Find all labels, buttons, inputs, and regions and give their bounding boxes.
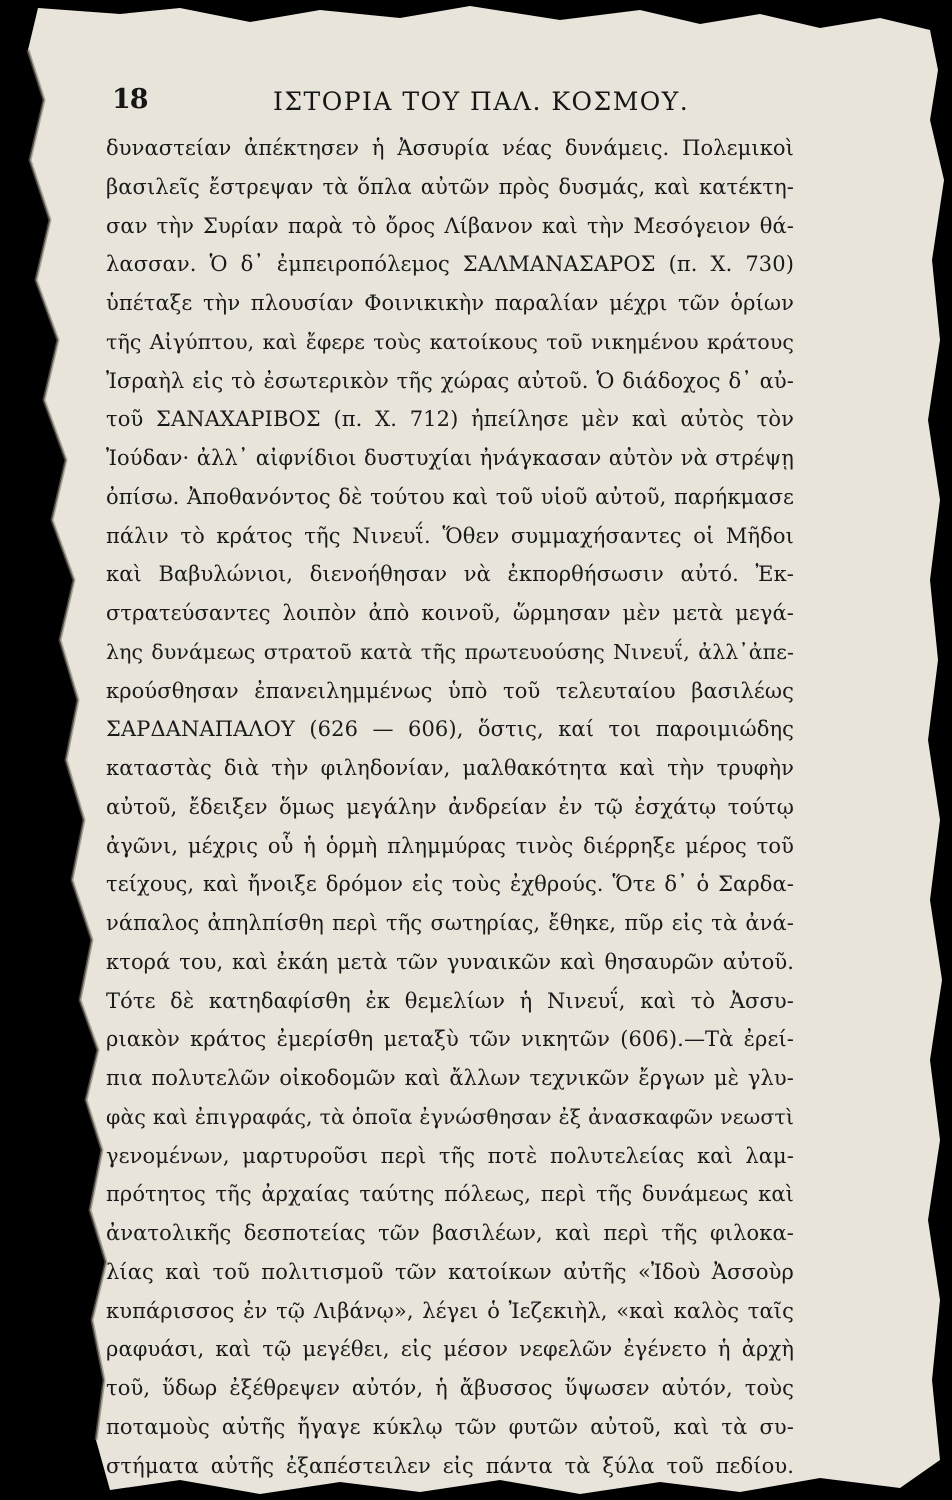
text-line: αὐτοῦ, ἔδειξεν ὅμως μεγάλην ἀνδρείαν ἐν τῷ ἐσχάτῳ τούτῳ bbox=[106, 794, 794, 819]
text-line: πια πολυτελῶν οἰκοδομῶν καὶ ἄλλων τεχνικῶν ἔργων μὲ γλυ- bbox=[106, 1066, 794, 1090]
text-line: ἀγῶνι, μέχρις οὗ ἡ ὁρμὴ πλημμύρας τινὸς διέρρηξε μέρος τοῦ bbox=[106, 833, 794, 858]
text-line: πρότητος τῆς ἀρχαίας ταύτης πόλεως, περὶ τῆς δυνάμεως καὶ bbox=[106, 1182, 794, 1207]
text-line: τοῦ, ὕδωρ ἐξέθρεψεν αὐτόν, ἡ ἄβυσσος ὕψωσεν αὐτόν, τοὺς bbox=[106, 1376, 794, 1400]
text-line: στρατεύσαντες λοιπὸν ἀπὸ κοινοῦ, ὥρμησαν μὲν μετὰ μεγά- bbox=[106, 601, 794, 625]
text-line: ΣΑΡΔΑΝΑΠΑΛΟΥ (626 — 606), ὅστις, καί τοι παροιμιώδης bbox=[106, 717, 794, 742]
text-line: Ἰούδαν· ἀλλ᾽ αἰφνίδιοι δυστυχίαι ἠνάγκασαν αὐτὸν νὰ στρέψῃ bbox=[106, 446, 794, 470]
text-line: Ἰσραὴλ εἰς τὸ ἐσωτερικὸν τῆς χώρας αὐτοῦ. Ὁ διάδοχος δ᾽ αὐ- bbox=[106, 368, 794, 393]
text-line: τοῦ ΣΑΝΑΧΑΡΙΒΟΣ (π. Χ. 712) ἠπείλησε μὲν καὶ αὐτὸς τὸν bbox=[106, 407, 794, 432]
text-line: καὶ Βαβυλώνιοι, διενοήθησαν νὰ ἐκπορθήσωσιν αὐτό. Ἐκ- bbox=[106, 562, 794, 587]
text-line: κρούσθησαν ἐπανειλημμένως ὑπὸ τοῦ τελευταίου βασιλέως bbox=[106, 678, 794, 703]
text-line: τείχους, καὶ ἤνοιξε δρόμον εἰς τοὺς ἐχθρούς. Ὅτε δ᾽ ὁ Σαρδα- bbox=[106, 872, 794, 897]
page-number: 18 bbox=[112, 84, 148, 115]
text-line: δυναστείαν ἀπέκτησεν ἡ Ἀσσυρία νέας δυνάμεις. Πολεμικοὶ bbox=[106, 136, 794, 160]
text-line: φὰς καὶ ἐπιγραφάς, τὰ ὁποῖα ἐγνώσθησαν ἐξ ἀνασκαφῶν νεωστὶ bbox=[106, 1104, 794, 1129]
text-line: ριακὸν κράτος ἐμερίσθη μεταξὺ τῶν νικητῶν (606).—Τὰ ἐρεί- bbox=[106, 1027, 794, 1052]
text-line: ἀνατολικῆς δεσποτείας τῶν βασιλέων, καὶ περὶ τῆς φιλοκα- bbox=[106, 1221, 794, 1245]
text-line: ραφυάσι, καὶ τῷ μεγέθει, εἰς μέσον νεφελῶν ἐγένετο ἡ ἀρχὴ bbox=[106, 1337, 794, 1362]
text-line: τῆς Αἰγύπτου, καὶ ἔφερε τοὺς κατοίκους τοῦ νικημένου κράτους bbox=[106, 329, 794, 354]
text-line: καταστὰς διὰ τὴν φιληδονίαν, μαλθακότητα καὶ τὴν τρυφὴν bbox=[106, 756, 794, 780]
text-line: Τότε δὲ κατηδαφίσθη ἐκ θεμελίων ἡ Νινευΐ, καὶ τὸ Ἀσσυ- bbox=[106, 988, 794, 1013]
text-line: λασσαν. Ὁ δ᾽ ἐμπειροπόλεμος ΣΑΛΜΑΝΑΣΑΡΟΣ (π. Χ. 730) bbox=[106, 252, 794, 277]
text-line: βασιλεῖς ἔστρεψαν τὰ ὅπλα αὐτῶν πρὸς δυσμάς, καὶ κατέκτη- bbox=[106, 174, 794, 199]
text-line: στήματα αὐτῆς ἐξαπέστειλεν εἰς πάντα τὰ ξύλα τοῦ πεδίου. bbox=[106, 1453, 794, 1478]
text-line: ὀπίσω. Ἀποθανόντος δὲ τούτου καὶ τοῦ υἱοῦ αὐτοῦ, παρήκμασε bbox=[106, 484, 794, 509]
text-line: σαν τὴν Συρίαν παρὰ τὸ ὄρος Λίβανον καὶ τὴν Μεσόγειον θά- bbox=[106, 213, 794, 238]
text-line: λης δυνάμεως στρατοῦ κατὰ τῆς πρωτευούσης Νινευΐ, ἀλλ᾽ἀπε- bbox=[106, 639, 794, 664]
text-line: γενομένων, μαρτυροῦσι περὶ τῆς ποτὲ πολυτελείας καὶ λαμ- bbox=[106, 1143, 794, 1168]
text-line: ὑπέταξε τὴν πλουσίαν Φοινικικὴν παραλίαν μέχρι τῶν ὁρίων bbox=[106, 291, 794, 315]
text-line: κτορά του, καὶ ἐκάη μετὰ τῶν γυναικῶν καὶ θησαυρῶν αὐτοῦ. bbox=[106, 949, 794, 974]
text-line: πάλιν τὸ κράτος τῆς Νινευΐ. Ὅθεν συμμαχήσαντες οἱ Μῆδοι bbox=[106, 523, 794, 548]
text-line: νάπαλος ἀπηλπίσθη περὶ τῆς σωτηρίας, ἔθηκε, πῦρ εἰς τὰ ἀνά- bbox=[106, 911, 794, 935]
text-line: κυπάρισσος ἐν τῷ Λιβάνῳ», λέγει ὁ Ἰεζεκιὴλ, «καὶ καλὸς ταῖς bbox=[106, 1298, 794, 1323]
running-head: ΙΣΤΟΡΙΑ ΤΟΥ ΠΑΛ. ΚΟΣΜΟΥ. bbox=[273, 87, 690, 116]
text-line: λίας καὶ τοῦ πολιτισμοῦ τῶν κατοίκων αὐτῆς «Ἰδοὺ Ἀσσοὺρ bbox=[106, 1259, 794, 1284]
text-line: ποταμοὺς αὐτῆς ἤγαγε κύκλῳ τῶν φυτῶν αὐτοῦ, καὶ τὰ συ- bbox=[106, 1414, 794, 1439]
